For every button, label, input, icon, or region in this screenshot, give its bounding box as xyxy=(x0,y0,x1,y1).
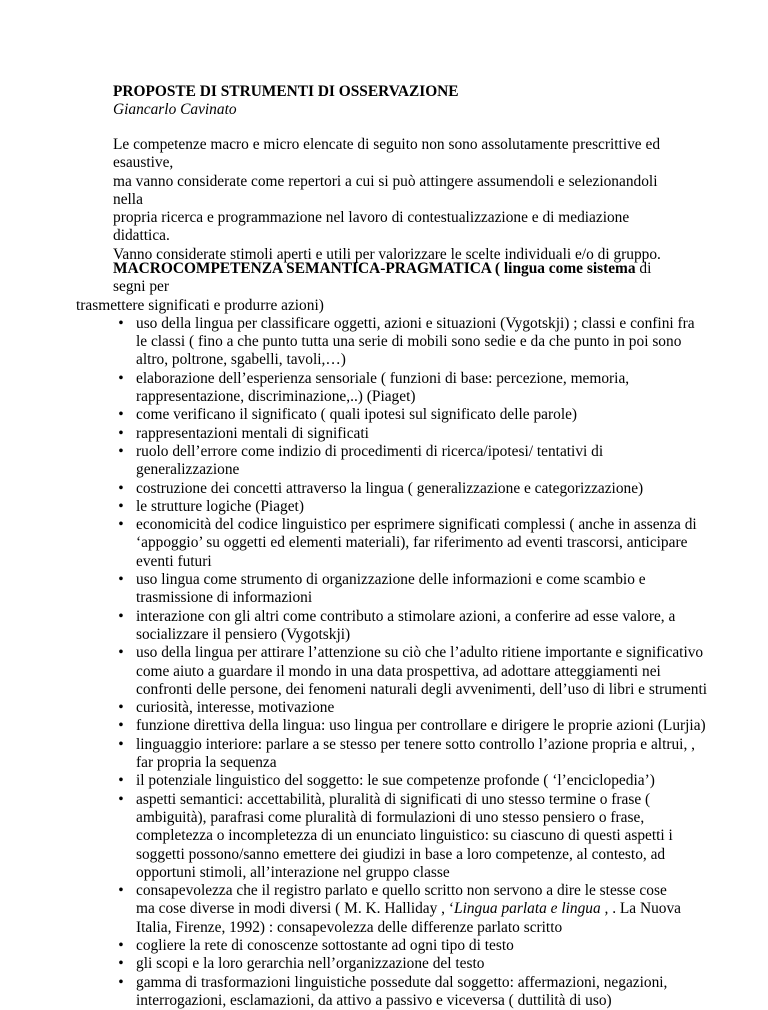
list-item-line: come aiuto a guardare il mondo in una data prospettiva, ad adottare atteggiamenti nei xyxy=(136,662,661,680)
list-item-line: costruzione dei concetti attraverso la lingua ( generalizzazione e categorizzazione) xyxy=(136,479,644,497)
list-item-line: aspetti semantici: accettabilità, pluralità di significati di uno stesso termine o frase ( xyxy=(136,790,651,808)
list-item-line: gli scopi e la loro gerarchia nell’organizzazione del testo xyxy=(136,955,485,973)
list-item-line: gamma di trasformazioni linguistiche possedute dal soggetto: affermazioni, negazioni, xyxy=(136,973,668,991)
list-item-line: completezza o incompletezza di un enunciato linguistico: su ciascuno di questi aspetti i xyxy=(136,827,673,845)
list-item xyxy=(76,480,714,498)
list-item-line: rappresentazione, discriminazione,..) (Piaget) xyxy=(136,388,416,406)
list-item-line: elaborazione dell’esperienza sensoriale ( funzioni di base: percezione, memoria, xyxy=(136,369,630,387)
bullet-icon: • xyxy=(118,936,124,954)
section-heading-continuation: trasmettere significati e produrre azioni) xyxy=(76,296,324,314)
list-item xyxy=(76,571,714,608)
competence-list xyxy=(76,314,708,1010)
list-item-line: le classi ( fino a che punto tutta una serie di mobili sono sedie e da che punto in poi sono xyxy=(136,333,682,351)
bullet-icon: • xyxy=(118,790,124,808)
list-item-line xyxy=(136,900,714,918)
list-item xyxy=(76,516,714,571)
bullet-icon: • xyxy=(118,571,124,589)
bullet-icon: • xyxy=(118,699,124,717)
citation-prefix: ma cose diverse in modi diversi ( M. K. Halliday , ‘ xyxy=(136,900,455,918)
document-author: Giancarlo Cavinato xyxy=(113,101,237,118)
bullet-icon: • xyxy=(118,955,124,973)
list-item xyxy=(76,370,714,407)
intro-line: Le competenze macro e micro elencate di seguito non sono assolutamente prescrittive ed esaustive, xyxy=(113,136,661,172)
list-item-line: uso della lingua per attirare l’attenzione su ciò che l’adulto ritiene importante e significativo xyxy=(136,644,704,662)
list-item-line: uso della lingua per classificare oggetti, azioni e situazioni (Vygotskji) ; classi e confini fra xyxy=(136,314,695,332)
list-item xyxy=(76,955,714,973)
list-item xyxy=(76,644,714,699)
list-item xyxy=(76,406,714,424)
bullet-icon: • xyxy=(118,644,124,662)
list-item xyxy=(76,882,714,937)
list-item-line: rappresentazioni mentali di significati xyxy=(136,424,369,442)
bullet-icon: • xyxy=(118,717,124,735)
list-item-line: eventi futuri xyxy=(136,552,212,570)
list-item-line: come verificano il significato ( quali ipotesi sul significato delle parole) xyxy=(136,406,578,424)
list-item-line: ruolo dell’errore come indizio di procedimenti di ricerca/ipotesi/ tentativi di xyxy=(136,442,604,460)
bullet-icon: • xyxy=(118,424,124,442)
list-item xyxy=(76,736,714,773)
list-item-line: far propria la sequenza xyxy=(136,754,277,772)
citation-suffix: . La Nuova xyxy=(608,900,682,918)
bullet-icon: • xyxy=(118,479,124,497)
bullet-icon: • xyxy=(118,973,124,991)
list-item-line: trasmissione di informazioni xyxy=(136,589,313,607)
macro-section xyxy=(76,260,708,1010)
bullet-icon: • xyxy=(118,497,124,515)
list-item xyxy=(76,608,714,645)
list-item-line: economicità del codice linguistico per esprimere significati complessi ( anche in assenza di xyxy=(136,516,697,534)
list-item xyxy=(76,937,714,955)
section-heading-rest: di segni per xyxy=(113,260,652,296)
list-item-line: generalizzazione xyxy=(136,461,240,479)
list-item-line: funzione direttiva della lingua: uso lingua per controllare e dirigere le proprie azioni (Lurjia) xyxy=(136,717,706,735)
list-item-line: curiosità, interesse, motivazione xyxy=(136,699,335,717)
list-item-line: interazione con gli altri come contributo a stimolare azioni, a conferire ad esse valore, a xyxy=(136,607,676,625)
list-item xyxy=(76,425,714,443)
list-item xyxy=(76,791,714,882)
list-item xyxy=(76,717,714,735)
list-item xyxy=(76,699,714,717)
bullet-icon: • xyxy=(118,314,124,332)
intro-line: ma vanno considerate come repertori a cui si può attingere assumendoli e selezionandoli nella xyxy=(113,172,658,208)
intro-line: Vanno considerate stimoli aperti e utili per valorizzare le scelte individuali e/o di gruppo. xyxy=(113,245,661,263)
list-item-line: uso lingua come strumento di organizzazione delle informazioni e come scambio e xyxy=(136,571,646,589)
list-item xyxy=(76,974,714,1010)
bullet-icon: • xyxy=(118,882,124,900)
list-item xyxy=(76,498,714,516)
list-item-line: altro, poltrone, sgabelli, tavoli,…) xyxy=(136,351,346,369)
list-item-line: le strutture logiche (Piaget) xyxy=(136,497,304,515)
bullet-icon: • xyxy=(118,406,124,424)
list-item-line: cogliere la rete di conoscenze sottostante ad ogni tipo di testo xyxy=(136,936,514,954)
citation-title: Lingua parlata e lingua , xyxy=(454,900,609,918)
list-item-line: ambiguità), parafrasi come pluralità di formulazioni di uno stesso pensiero o frase, xyxy=(136,808,645,826)
list-item xyxy=(76,772,714,790)
bullet-icon: • xyxy=(118,369,124,387)
intro-line: propria ricerca e programmazione nel lavoro di contestualizzazione e di mediazione didattica. xyxy=(113,209,630,245)
section-heading xyxy=(76,260,676,297)
section-heading-bold: MACROCOMPETENZA SEMANTICA-PRAGMATICA ( lingua come sistema xyxy=(113,260,636,277)
list-item-line: confronti delle persone, dei fenomeni naturali degli avvenimenti, dell’uso di libri e strumenti xyxy=(136,680,708,698)
list-item xyxy=(76,315,714,370)
document-title: PROPOSTE DI STRUMENTI DI OSSERVAZIONE xyxy=(113,83,459,100)
bullet-icon: • xyxy=(118,516,124,534)
bullet-icon: • xyxy=(118,735,124,753)
list-item-line: il potenziale linguistico del soggetto: le sue competenze profonde ( ‘l’enciclopedia’) xyxy=(136,772,655,790)
list-item-line: opportuni stimoli, all’interazione nel gruppo classe xyxy=(136,863,450,881)
list-item-line: interrogazioni, esclamazioni, da attivo a passivo e viceversa ( duttilità di uso) xyxy=(136,991,612,1009)
intro-paragraph xyxy=(113,136,673,264)
list-item xyxy=(76,443,714,480)
list-item-line: linguaggio interiore: parlare a se stesso per tenere sotto controllo l’azione propria e altrui, , xyxy=(136,735,695,753)
bullet-icon: • xyxy=(118,442,124,460)
list-item-line: Italia, Firenze, 1992) : consapevolezza delle differenze parlato scritto xyxy=(136,918,563,936)
list-item-line: socializzare il pensiero (Vygotskji) xyxy=(136,625,351,643)
bullet-icon: • xyxy=(118,607,124,625)
list-item-line: ‘appoggio’ su oggetti ed elementi materiali), far riferimento ad eventi trascorsi, anticipare xyxy=(136,534,688,552)
list-item-line: consapevolezza che il registro parlato e quello scritto non servono a dire le stesse cose xyxy=(136,882,667,900)
bullet-icon: • xyxy=(118,772,124,790)
list-item-line: soggetti possono/sanno emettere dei giudizi in base a loro competenze, al contesto, ad xyxy=(136,845,666,863)
